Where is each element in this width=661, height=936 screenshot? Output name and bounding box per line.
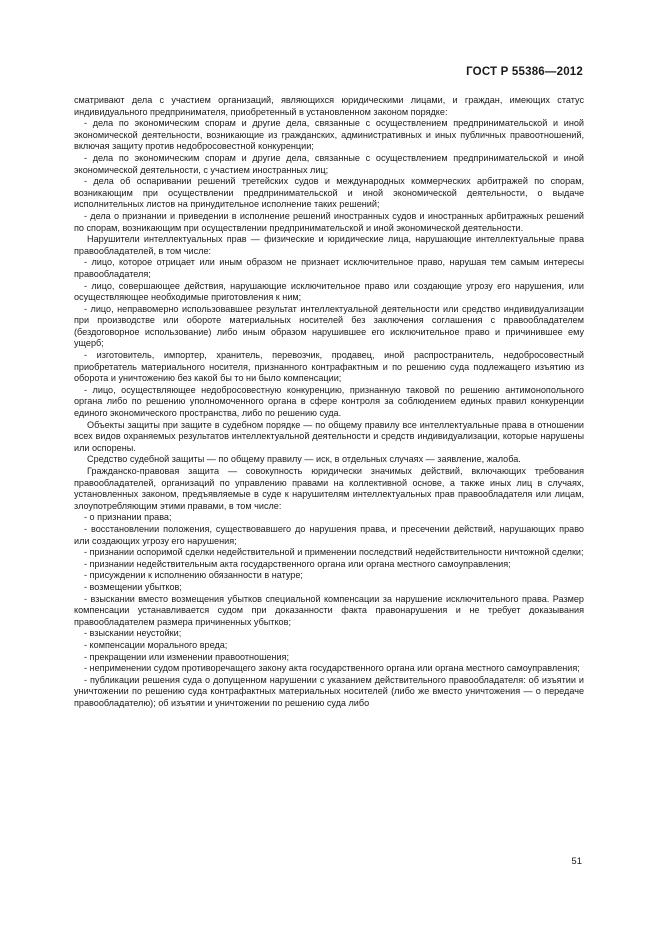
paragraph: - лицо, совершающее действия, нарушающие исключительное право или создающие угрозу его нарушения, или осуществляющее необходимые приготовления к ним; xyxy=(74,280,584,303)
page-number: 51 xyxy=(571,856,582,867)
paragraph: - дела по экономическим спорам и другие дела, связанные с осуществлением предпринимательской и иной экономической деятельности, с участием иностранных лиц; xyxy=(74,152,584,175)
body-text xyxy=(74,95,584,709)
paragraph: - лицо, осуществляющее недобросовестную конкуренцию, признанную таковой по решению антимонопольного органа либо по решению уполномоченного органа в сфере контроля за соблюдением единых правил конкуренции единого экономического пространства, либо по решению суда. xyxy=(74,384,584,419)
paragraph: - дела об оспаривании решений третейских судов и международных коммерческих арбитражей по спорам, возникающим при осуществлении предпринимательской и иной экономической деятельности, о выдаче исполнительных листов на принудительное исполнение таких решений; xyxy=(74,176,584,210)
paragraph: - взыскании неустойки; xyxy=(84,628,182,639)
paragraph: - неприменении судом противоречащего закону акта государственного органа или органа местного самоуправления; xyxy=(84,663,580,674)
paragraph: - восстановлении положения, существовавшего до нарушения права, и пресечении действий, нарушающих право или создающих угрозу его нарушения; xyxy=(74,523,584,546)
paragraph: - прекращении или изменении правоотношения; xyxy=(84,651,290,662)
paragraph: - взыскании вместо возмещения убытков специальной компенсации за нарушение исключительного права. Размер компенсации устанавливается судом при доказанности факта правонарушения и не требует доказывания правообладателем размера причиненных убытков; xyxy=(74,593,584,627)
paragraph: - о признании права; xyxy=(84,512,172,523)
paragraph: - признании недействительным акта государственного органа или органа местного самоуправления; xyxy=(84,558,511,569)
document-code: ГОСТ Р 55386—2012 xyxy=(466,66,583,78)
paragraph: - компенсации морального вреда; xyxy=(84,639,228,650)
paragraph: Средство судебной защиты — по общему правилу — иск, в отдельных случаях — заявление, жалоба. xyxy=(87,454,521,465)
paragraph: - изготовитель, импортер, хранитель, перевозчик, продавец, иной распространитель, недобросовестный приобретатель материального носителя, признанного контрафактным и по решению суда подлежащего изъятию из оборота и уничтожению без какой бы то ни было компенсации; xyxy=(74,350,584,384)
paragraph: - присуждении к исполнению обязанности в натуре; xyxy=(84,570,303,581)
paragraph: - публикации решения суда о допущенном нарушении с указанием действительного правообладателя: об изъятии и уничтожении по решению суда контрафактных материальных носителей (либо же вместо уничтожения — о передаче правообладателю); об изъятии и уничтожении по решению суда либо xyxy=(74,674,584,708)
paragraph: - дела по экономическим спорам и другие дела, связанные с осуществлением предпринимательской и иной экономической деятельности, возникающие из гражданских, административных и иных публичных правоотношений, включая защиту против недобросовестной конкуренции; xyxy=(74,118,584,152)
paragraph: - признании оспоримой сделки недействительной и применении последствий недействительности ничтожной сделки; xyxy=(84,547,584,558)
paragraph: - лицо, неправомерно использовавшее результат интеллектуальной деятельности или средство индивидуализации при производстве или обороте материальных носителей без заключения соглашения с правообладателем (бездоговорное использование) либо иным образом нарушившее его исключительное право и причинившее ему ущерб; xyxy=(74,303,584,349)
paragraph: - дела о признании и приведении в исполнение решений иностранных судов и иностранных арбитражных решений по спорам, возникающим при осуществлении предпринимательской и иной экономической деятельности. xyxy=(74,210,584,233)
paragraph: - лицо, которое отрицает или иным образом не признает исключительное право, нарушая тем самым интересы правообладателя; xyxy=(74,257,584,279)
paragraph: сматривают дела с участием организаций, являющихся юридическими лицами, и граждан, имеющих статус индивидуального предпринимателя, приобретенный в установленном законом порядке: xyxy=(74,95,584,117)
paragraph: Нарушители интеллектуальных прав — физические и юридические лица, нарушающие интеллектуальные права правообладателей, в том числе: xyxy=(74,234,584,256)
paragraph: Гражданско-правовая защита — совокупность юридически значимых действий, включающих требования правообладателей, организаций по управлению правами на коллективной основе, а также иных лиц в случаях, установленных законом, предъявляемые в суде к нарушителям интеллектуальных прав правообладателя или лицам, злоупотребляющим этими правами, в том числе: xyxy=(74,466,584,511)
paragraph: Объекты защиты при защите в судебном порядке — по общему правилу все интеллектуальные права в отношении всех видов охраняемых результатов интеллектуальной деятельности и средств индивидуализации, которые нарушены или оспорены. xyxy=(74,419,584,453)
paragraph: - возмещении убытков; xyxy=(84,581,182,592)
